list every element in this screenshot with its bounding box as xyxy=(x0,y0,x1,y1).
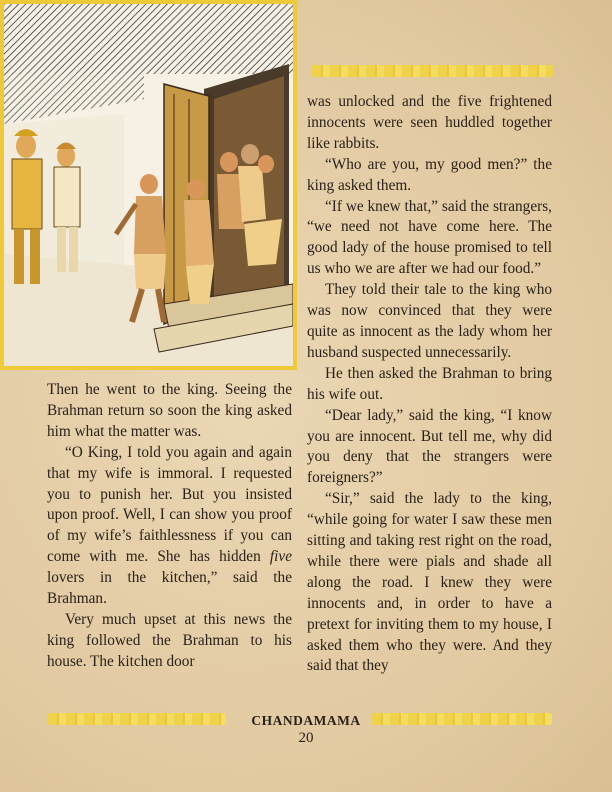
illustration-drawing xyxy=(4,4,293,366)
paragraph: Then he went to the king. Seeing the Brahman return so soon the king asked him what the matter was. xyxy=(47,381,292,440)
decorative-band-top xyxy=(312,65,554,77)
paragraph: “If we knew that,” said the strangers, “we need not have come here. The good lady of the house promised to tell us who we are after we had our food.” xyxy=(307,197,552,278)
paragraph: “Who are you, my good men?” the king asked them. xyxy=(307,155,552,194)
story-illustration xyxy=(0,0,297,370)
paragraph: was unlocked and the five frightened innocents were seen huddled together like rabbits. xyxy=(307,93,552,152)
right-text-column xyxy=(307,92,552,677)
page-number: 20 xyxy=(298,730,314,746)
paragraph: Very much upset at this news the king followed the Brahman to his house. The kitchen door xyxy=(47,610,292,670)
paragraph: “Sir,” said the lady to the king, “while going for water I saw these men sitting and taking rest right on the road, while there were pials and shade all along the road. I knew they were innocents and, in order to have a pretext for inviting them to my house, I asked them who they were. And they said that they xyxy=(307,490,552,675)
paragraph: They told their tale to the king who was now convinced that they were quite as innocent as the lady whom her husband suspected unnecessarily. xyxy=(307,281,552,361)
paragraph: “O King, I told you again and again that my wife is immoral. I requested you to punish her. But you insisted upon proof. Well, I can show you proof of my wife’s faithlessness if you can come with me. She has hidden five lovers in the kitchen,” said the Brahman. xyxy=(47,443,292,608)
paragraph: “Dear lady,” said the king, “I know you are innocent. But tell me, why did you deny that the strangers were foreigners?” xyxy=(307,406,552,487)
paragraph: He then asked the Brahman to bring his wife out. xyxy=(307,364,552,403)
left-text-column xyxy=(47,380,292,673)
magazine-title: CHANDAMAMA xyxy=(251,713,361,728)
